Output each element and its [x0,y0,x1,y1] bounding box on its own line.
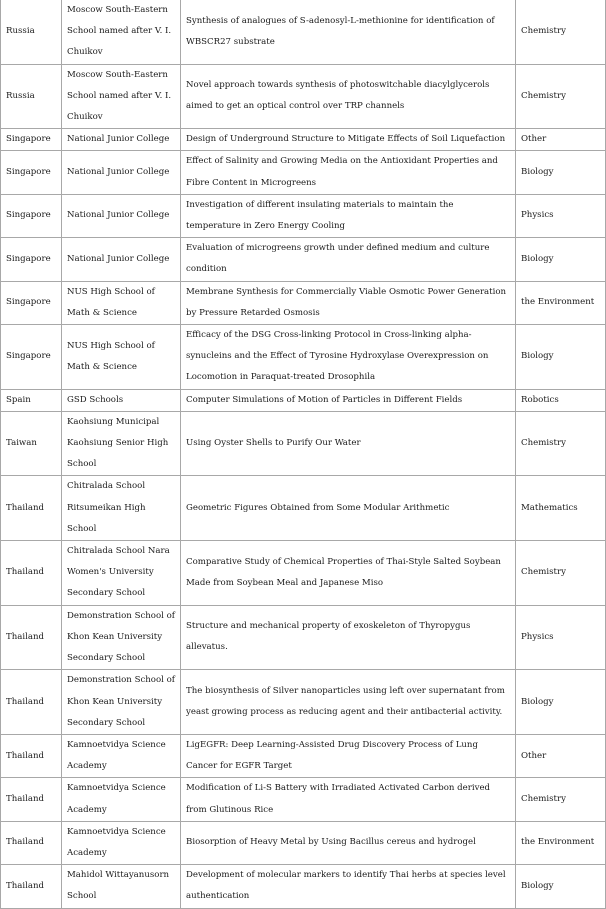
country-cell: Thailand [1,778,62,821]
country-cell: Thailand [1,605,62,670]
table-row [1,238,606,281]
table-row [1,821,606,864]
country-cell: Singapore [1,325,62,390]
table-row [1,64,606,129]
school-cell: NUS High School of Math & Science [62,281,181,324]
school-cell: National Junior College [62,238,181,281]
school-cell: Chitralada School Ritsumeikan High School [62,476,181,541]
category-cell: Biology [516,670,606,735]
country-cell: Taiwan [1,411,62,476]
project-title-cell: Investigation of different insulating materials to maintain the temperature in Zero Energy Cooling [181,194,516,237]
project-title-cell: Novel approach towards synthesis of photoswitchable diacylglycerols aimed to get an optical control over TRP channels [181,64,516,129]
table-row [1,605,606,670]
country-cell: Singapore [1,194,62,237]
category-cell: Chemistry [516,411,606,476]
table-row [1,151,606,194]
country-cell: Thailand [1,476,62,541]
school-cell: Kamnoetvidya Science Academy [62,734,181,777]
school-cell: Kamnoetvidya Science Academy [62,821,181,864]
project-title-cell: Biosorption of Heavy Metal by Using Bacillus cereus and hydrogel [181,821,516,864]
category-cell: Chemistry [516,541,606,606]
country-cell: Singapore [1,281,62,324]
project-title-cell: Synthesis of analogues of S-adenosyl-L-methionine for identification of WBSCR27 substrate [181,0,516,64]
table-row [1,778,606,821]
country-cell: Thailand [1,734,62,777]
category-cell: the Environment [516,821,606,864]
project-title-cell: Structure and mechanical property of exoskeleton of Thyropygus allevatus. [181,605,516,670]
table-row [1,129,606,151]
school-cell: National Junior College [62,129,181,151]
project-title-cell: Effect of Salinity and Growing Media on the Antioxidant Properties and Fibre Content in Microgreens [181,151,516,194]
country-cell: Thailand [1,821,62,864]
country-cell: Thailand [1,541,62,606]
category-cell: Chemistry [516,0,606,64]
country-cell: Spain [1,389,62,411]
project-title-cell: Design of Underground Structure to Mitigate Effects of Soil Liquefaction [181,129,516,151]
category-cell: Physics [516,194,606,237]
project-title-cell: Geometric Figures Obtained from Some Modular Arithmetic [181,476,516,541]
project-title-cell: The biosynthesis of Silver nanoparticles using left over supernatant from yeast growing process as reducing agent and their antibacterial activity. [181,670,516,735]
school-cell: Demonstration School of Khon Kean University Secondary School [62,605,181,670]
table-row [1,476,606,541]
project-title-cell: Efficacy of the DSG Cross-linking Protocol in Cross-linking alpha-synucleins and the Effect of Tyrosine Hydroxylase Overexpression on Locomotion in Paraquat-treated Drosophila [181,325,516,390]
category-cell: Other [516,734,606,777]
school-cell: GSD Schools [62,389,181,411]
school-cell: Moscow South-Eastern School named after V. I. Chuikov [62,64,181,129]
table-row [1,389,606,411]
table-row [1,325,606,390]
table-row [1,865,606,908]
country-cell: Russia [1,64,62,129]
country-cell: Russia [1,0,62,64]
table-row [1,194,606,237]
country-cell: Singapore [1,151,62,194]
country-cell: Singapore [1,129,62,151]
school-cell: Chitralada School Nara Women's University Secondary School [62,541,181,606]
category-cell: Chemistry [516,64,606,129]
category-cell: Physics [516,605,606,670]
country-cell: Singapore [1,238,62,281]
school-cell: Kamnoetvidya Science Academy [62,778,181,821]
country-cell: Thailand [1,670,62,735]
school-cell: Demonstration School of Khon Kean University Secondary School [62,670,181,735]
category-cell: Biology [516,238,606,281]
category-cell: Biology [516,865,606,908]
school-cell: National Junior College [62,151,181,194]
school-cell: NUS High School of Math & Science [62,325,181,390]
category-cell: Other [516,129,606,151]
table-row [1,734,606,777]
category-cell: Chemistry [516,778,606,821]
table-row [1,0,606,64]
project-title-cell: Membrane Synthesis for Commercially Viable Osmotic Power Generation by Pressure Retarded Osmosis [181,281,516,324]
project-title-cell: LigEGFR: Deep Learning-Assisted Drug Discovery Process of Lung Cancer for EGFR Target [181,734,516,777]
project-title-cell: Using Oyster Shells to Purify Our Water [181,411,516,476]
table-row [1,541,606,606]
category-cell: Robotics [516,389,606,411]
table-row [1,670,606,735]
category-cell: Biology [516,151,606,194]
category-cell: Mathematics [516,476,606,541]
country-cell: Thailand [1,865,62,908]
category-cell: the Environment [516,281,606,324]
school-cell: Mahidol Wittayanusorn School [62,865,181,908]
school-cell: Moscow South-Eastern School named after V. I. Chuikov [62,0,181,64]
project-title-cell: Evaluation of microgreens growth under defined medium and culture condition [181,238,516,281]
category-cell: Biology [516,325,606,390]
project-title-cell: Computer Simulations of Motion of Particles in Different Fields [181,389,516,411]
school-cell: Kaohsiung Municipal Kaohsiung Senior High School [62,411,181,476]
table-row [1,281,606,324]
project-title-cell: Modification of Li-S Battery with Irradiated Activated Carbon derived from Glutinous Rice [181,778,516,821]
project-title-cell: Comparative Study of Chemical Properties of Thai-Style Salted Soybean Made from Soybean Meal and Japanese Miso [181,541,516,606]
table-row [1,411,606,476]
project-title-cell: Development of molecular markers to identify Thai herbs at species level authentication [181,865,516,908]
school-cell: National Junior College [62,194,181,237]
